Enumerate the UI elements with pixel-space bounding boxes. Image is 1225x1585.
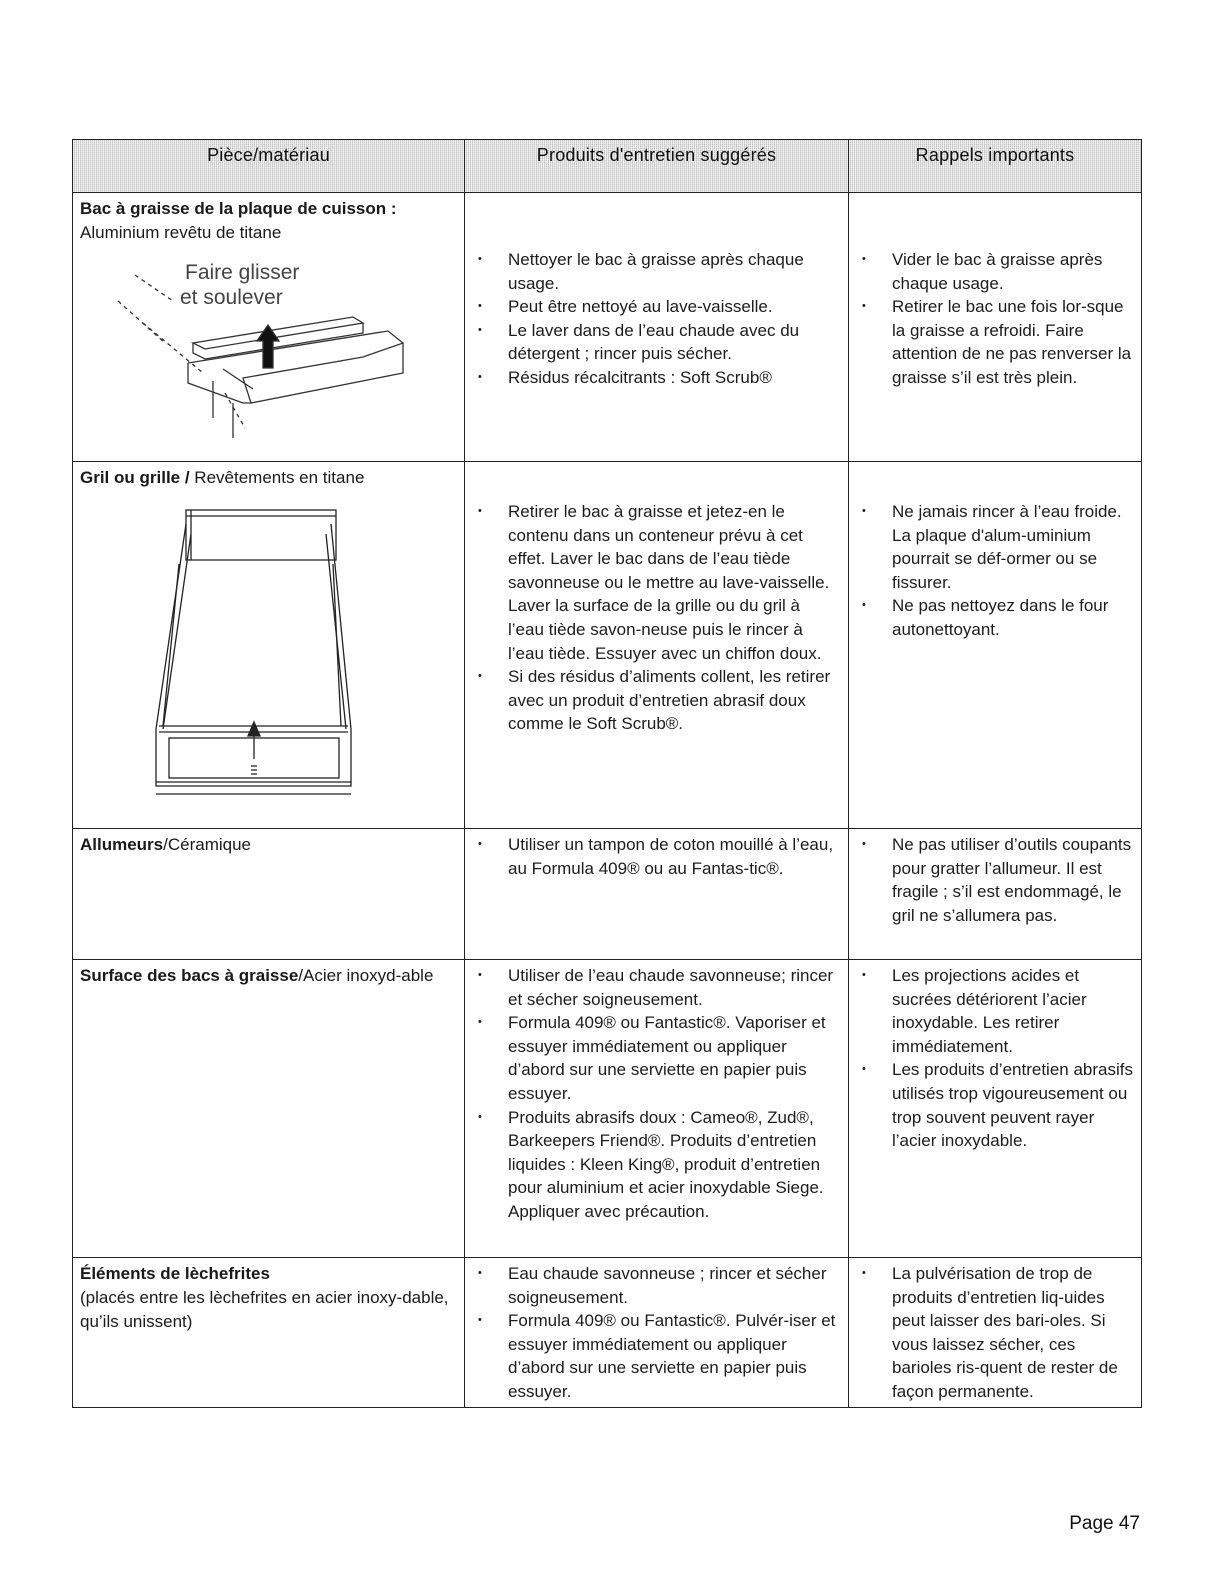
- products-cell: [465, 1258, 849, 1407]
- product-item: • Formula 409® ou Fantastic®. Pulvér-iser et essuyer immédiatement ou appliquer d’abord sur une serviette en papier puis essuyer.: [465, 1309, 848, 1403]
- table-row: [73, 1257, 1141, 1407]
- table-row: [73, 828, 1141, 959]
- part-cell: [73, 960, 465, 1257]
- slide-label: Faire glisser: [185, 261, 300, 284]
- products-cell: [465, 829, 849, 959]
- products-cell: [465, 193, 849, 461]
- products-cell: [465, 960, 849, 1257]
- product-item: • Retirer le bac à graisse et jetez-en le contenu dans un conteneur prévu à cet effet. Laver le bac dans de l’eau tiède savonneuse ou le mettre au lave-vaisselle. Laver la surface de la grille ou du gril à l’eau tiède savon-neuse puis le rincer à l’eau tiède. Essuyer avec un chiffon doux.: [465, 500, 848, 665]
- part-cell: [73, 193, 465, 461]
- part-material: /Acier inoxyd-able: [298, 966, 434, 985]
- part-name: Éléments de lèchefrites: [80, 1264, 270, 1283]
- page-number: Page 47: [1069, 1513, 1140, 1534]
- part-cell: [73, 1258, 465, 1407]
- header-part-label: Pièce/matériau: [207, 145, 330, 165]
- reminder-item: • Ne jamais rincer à l’eau froide. La plaque d'alum-uminium pourrait se déf-ormer ou se fissurer.: [849, 500, 1141, 594]
- table-row: [73, 959, 1141, 1257]
- reminder-item: • Retirer le bac une fois lor-sque la graisse a refroidi. Faire attention de ne pas renverser la graisse s’il est très plein.: [849, 295, 1141, 389]
- table-header-row: [73, 140, 1141, 192]
- header-products-label: Produits d'entretien suggérés: [536, 145, 777, 165]
- reminder-item: • Les projections acides et sucrées détériorent l’acier inoxydable. Les retirer immédiatement.: [849, 964, 1141, 1058]
- reminders-cell: [849, 829, 1141, 959]
- header-part: [73, 140, 465, 192]
- product-item: • Produits abrasifs doux : Cameo®, Zud®, Barkeepers Friend®. Produits d’entretien liquides : Kleen King®, produit d’entretien pour aluminium et acier inoxydable Siege. Appliquer avec précaution.: [465, 1106, 848, 1224]
- part-material: Revêtements en titane: [194, 468, 365, 487]
- product-item: • Utiliser un tampon de coton mouillé à l’eau, au Formula 409® ou au Fantas-tic®.: [465, 833, 848, 880]
- part-subtitle: Aluminium revêtu de titane: [80, 223, 282, 242]
- header-reminders-label: Rappels importants: [915, 145, 1075, 165]
- part-name: Gril ou grille /: [80, 468, 195, 487]
- reminder-item: • Les produits d’entretien abrasifs utilisés trop vigoureusement ou trop souvent peuvent rayer l’acier inoxydable.: [849, 1058, 1141, 1152]
- header-reminders: [849, 140, 1141, 192]
- part-name: Bac à graisse de la plaque de cuisson :: [80, 199, 397, 218]
- reminder-item: • Ne pas nettoyez dans le four autonettoyant.: [849, 594, 1141, 641]
- products-cell: [465, 462, 849, 828]
- grease-tray-illustration: [113, 253, 413, 443]
- product-item: • Utiliser de l’eau chaude savonneuse; rincer et sécher soigneusement.: [465, 964, 848, 1011]
- product-item: • Le laver dans de l’eau chaude avec du détergent ; rincer puis sécher.: [465, 319, 848, 366]
- product-item: • Peut être nettoyé au lave-vaisselle.: [465, 295, 848, 319]
- product-item: • Si des résidus d’aliments collent, les retirer avec un produit d’entretien abrasif doux comme le Soft Scrub®.: [465, 665, 848, 736]
- part-cell: [73, 462, 465, 828]
- part-name: Surface des bacs à graisse: [80, 966, 299, 985]
- reminders-cell: [849, 1258, 1141, 1407]
- part-cell: [73, 829, 465, 959]
- part-subtitle: (placés entre les lèchefrites en acier inoxy-dable, qu’ils unissent): [80, 1288, 449, 1331]
- table-row: [73, 461, 1141, 828]
- reminders-cell: [849, 462, 1141, 828]
- reminder-item: • Vider le bac à graisse après chaque usage.: [849, 248, 1141, 295]
- reminders-cell: [849, 960, 1141, 1257]
- reminders-cell: [849, 193, 1141, 461]
- product-item: • Résidus récalcitrants : Soft Scrub®: [465, 366, 848, 390]
- cleaning-table: [72, 139, 1142, 1408]
- grill-grate-illustration: [151, 504, 356, 799]
- reminder-item: • Ne pas utiliser d’outils coupants pour gratter l’allumeur. Il est fragile ; s’il est endommagé, le gril ne s’allumera pas.: [849, 833, 1141, 927]
- part-name: Allumeurs: [80, 835, 164, 854]
- product-item: • Eau chaude savonneuse ; rincer et sécher soigneusement.: [465, 1262, 848, 1309]
- header-products: [465, 140, 849, 192]
- table-row: [73, 192, 1141, 461]
- part-material: /Céramique: [163, 835, 252, 854]
- product-item: • Nettoyer le bac à graisse après chaque usage.: [465, 248, 848, 295]
- reminder-item: • La pulvérisation de trop de produits d’entretien liq-uides peut laisser des bari-oles. Si vous laissez sécher, ces barioles ris-quent de rester de façon permanente.: [849, 1262, 1141, 1404]
- lift-label: et soulever: [180, 286, 283, 309]
- product-item: • Formula 409® ou Fantastic®. Vaporiser et essuyer immédiatement ou appliquer d’abord sur une serviette en papier puis essuyer.: [465, 1011, 848, 1105]
